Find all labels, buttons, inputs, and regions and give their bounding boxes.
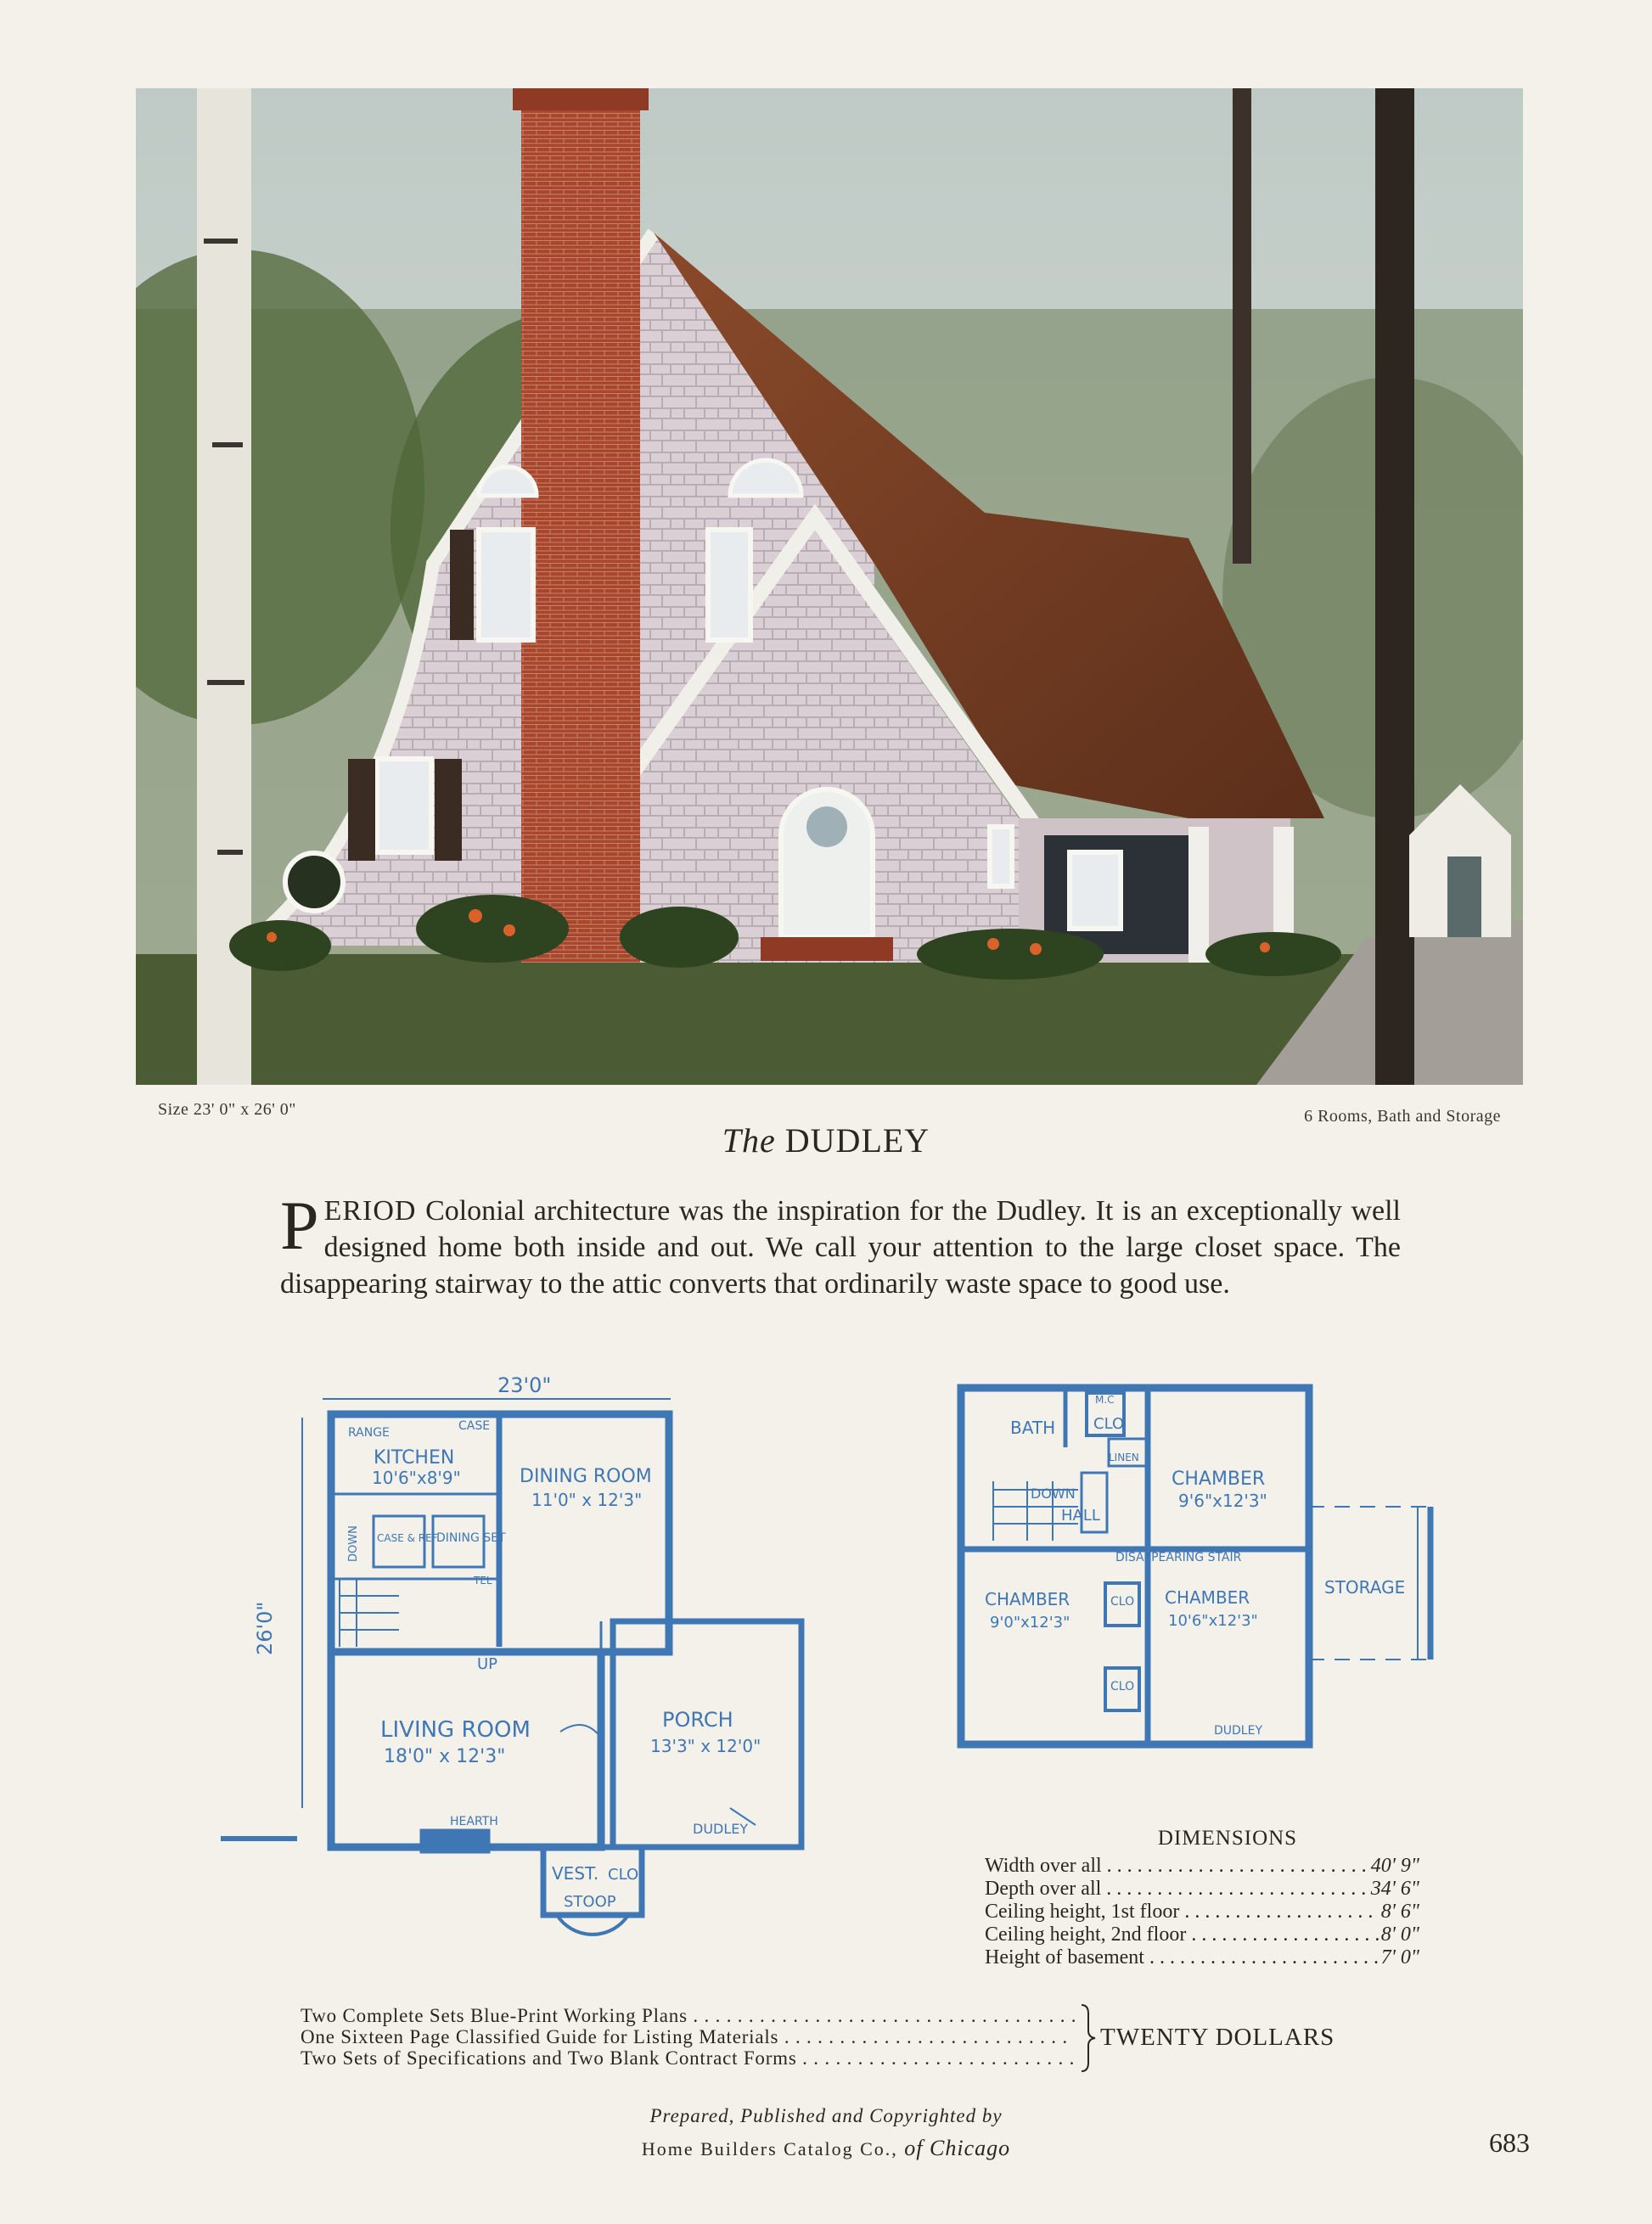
dimension-value: 7' 0": [1380, 1946, 1419, 1968]
sf-chamber-ne-size: 9'6"x12'3": [1178, 1491, 1267, 1511]
dimension-row: [985, 1946, 1419, 1969]
ff-hearth-label: HEARTH: [450, 1815, 498, 1828]
publisher-city: of Chicago: [897, 2136, 1011, 2160]
title-prefix: The: [722, 1121, 776, 1160]
rooms-caption: 6 Rooms, Bath and Storage: [1304, 1107, 1501, 1126]
ff-porch-label: PORCH: [662, 1708, 733, 1732]
dimension-value: 34' 6": [1370, 1878, 1419, 1900]
ff-dining-room-label: DINING ROOM: [520, 1466, 652, 1487]
second-floor-plan: [942, 1371, 1460, 1795]
dimension-label: Ceiling height, 1st floor . . .: [985, 1901, 1379, 1924]
ff-up-label: UP: [477, 1655, 498, 1673]
ff-kitchen-size: 10'6"x8'9": [372, 1468, 461, 1488]
ff-depth-dim: 26'0": [253, 1601, 277, 1655]
sf-chamber-ne-label: CHAMBER: [1172, 1469, 1266, 1490]
sf-chamber-se-label: CHAMBER: [1165, 1587, 1250, 1608]
ff-tel-label: TEL: [474, 1575, 492, 1587]
ff-plan-name: DUDLEY: [693, 1821, 749, 1837]
dimensions-heading: DIMENSIONS: [1157, 1827, 1298, 1850]
dimension-row: [985, 1878, 1419, 1901]
house-title: [0, 1120, 1652, 1160]
sf-hall-label: HALL: [1061, 1507, 1100, 1525]
page-number: 683: [1489, 2127, 1530, 2158]
ff-porch-size: 13'3" x 12'0": [650, 1736, 761, 1756]
sf-disappearing-stair-label: DISAPPEARING STAIR: [1115, 1551, 1242, 1564]
sf-clo-low-label: CLO: [1110, 1680, 1135, 1693]
offer-item: One Sixteen Page Classified Guide for Listing Materials . . .: [301, 2026, 1082, 2047]
dimension-row: [985, 1855, 1419, 1878]
sf-down-label: DOWN: [1031, 1485, 1076, 1502]
dimension-label: Ceiling height, 2nd floor . . .: [985, 1924, 1379, 1946]
publisher-line: [0, 2136, 1652, 2161]
sf-plan-name: DUDLEY: [1214, 1724, 1263, 1738]
ff-dining-room-size: 11'0" x 12'3": [531, 1490, 643, 1510]
ff-dining-set-label: DINING SET: [436, 1531, 506, 1545]
ff-range-label: RANGE: [348, 1426, 390, 1440]
title-name: DUDLEY: [784, 1121, 930, 1160]
first-floor-plan: [221, 1367, 832, 2003]
offer-item: Two Complete Sets Blue-Print Working Plans . . .: [301, 2005, 1082, 2026]
intro-paragraph: [280, 1187, 1401, 1302]
offer-brace: [1080, 2003, 1097, 2073]
ff-kitchen-label: KITCHEN: [374, 1447, 455, 1469]
sf-linen-label: LINEN: [1109, 1452, 1139, 1463]
sf-chamber-se-size: 10'6"x12'3": [1168, 1612, 1258, 1630]
publisher-name: Home Builders Catalog Co.,: [641, 2138, 898, 2159]
offer-price: TWENTY DOLLARS: [1100, 2024, 1335, 2051]
sf-clo-top-label: CLO: [1093, 1415, 1125, 1433]
dimension-label: Width over all . . .: [985, 1855, 1369, 1878]
ff-stoop-label: STOOP: [564, 1893, 616, 1911]
credit-line: Prepared, Published and Copyrighted by: [649, 2105, 1003, 2126]
sf-chamber-sw-label: CHAMBER: [985, 1589, 1070, 1609]
drop-cap: P: [280, 1187, 319, 1264]
dimension-row: [985, 1924, 1419, 1946]
dimensions-table: [985, 1827, 1419, 1969]
sf-storage-label: STORAGE: [1324, 1577, 1406, 1598]
intro-text: Colonial architecture was the inspiration for the Dudley. It is an exceptionally well designed home both inside and out. We call your attention to the large closet space. The disappearing stairway to the attic converts that ordinarily waste space to good use.: [280, 1195, 1401, 1300]
dimension-value: 8' 6": [1380, 1901, 1419, 1923]
ff-down-label: DOWN: [347, 1525, 360, 1562]
intro-caps: ERIOD: [323, 1195, 417, 1227]
house-photograph: [136, 88, 1523, 1085]
size-caption: Size 23' 0" x 26' 0": [158, 1100, 296, 1119]
offer-list: [301, 2005, 1082, 2069]
sf-clo-mid-label: CLO: [1110, 1595, 1135, 1609]
ff-living-room-size: 18'0" x 12'3": [384, 1746, 506, 1767]
sf-mc-label: M.C: [1095, 1394, 1115, 1406]
dimension-label: Height of basement . . .: [985, 1946, 1379, 1969]
sf-bath-label: BATH: [1010, 1418, 1056, 1438]
dimension-value: 8' 0": [1380, 1924, 1419, 1946]
sf-chamber-sw-size: 9'0"x12'3": [990, 1614, 1070, 1631]
dimension-row: [985, 1901, 1419, 1924]
ff-clo-label: CLO: [608, 1866, 639, 1884]
ff-case-ref-label: CASE & REF: [377, 1532, 438, 1544]
ff-living-room-label: LIVING ROOM: [380, 1717, 531, 1743]
ff-case-label: CASE: [458, 1419, 491, 1433]
offer-item: Two Sets of Specifications and Two Blank Contract Forms . . .: [301, 2047, 1082, 2069]
ff-vest-label: VEST.: [552, 1863, 599, 1884]
ff-width-dim: 23'0": [497, 1373, 552, 1397]
dimension-value: 40' 9": [1370, 1855, 1419, 1877]
dimension-label: Depth over all . . .: [985, 1878, 1369, 1901]
